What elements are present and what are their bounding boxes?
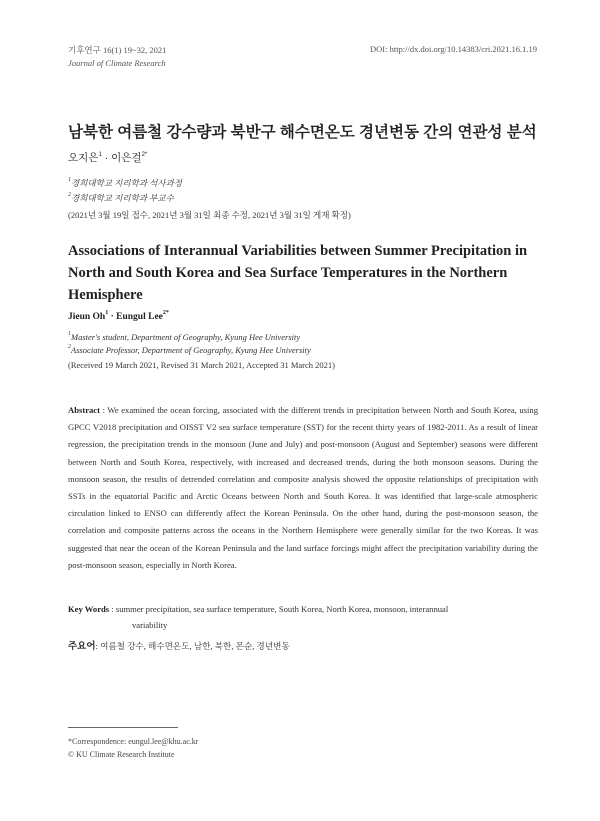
- abstract-colon: :: [99, 405, 108, 415]
- korean-dates: (2021년 3월 19일 접수, 2021년 3월 31일 최종 수정, 2021년 3월 31일 게재 확정): [68, 210, 351, 220]
- korean-authors: [68, 150, 147, 165]
- english-title: Associations of Interannual Variabilities between Summer Precipitation in North and South Korea and Sea Surface Temperatures in the Northern Hemisphere: [68, 243, 528, 303]
- copyright-note: © KU Climate Research Institute: [68, 750, 175, 759]
- korean-keywords-colon: :: [95, 641, 101, 651]
- korean-title: 남북한 여름철 강수량과 북반구 해수면온도 경년변동 간의 연관성 분석: [68, 124, 537, 141]
- keywords-line-2: variability: [132, 620, 168, 630]
- abstract: [68, 402, 538, 574]
- english-authors: [68, 309, 169, 322]
- korean-keywords-label: 주요어: [68, 641, 96, 652]
- doi-link[interactable]: DOI: http://dx.doi.org/10.14383/cri.2021.16.1.19: [369, 44, 537, 54]
- correspondence-note: *Correspondence: eungul.lee@khu.ac.kr: [68, 737, 199, 746]
- english-author-2: Eungul Lee: [116, 312, 163, 322]
- abstract-text: We examined the ocean forcing, associated with the different trends in precipitation between North and South Korea, using GPCC V2018 precipitation and OISST V2 sea surface temperature (SST) for the recent thirty years of 1982-2011. As a result of linear regression, the precipitation trends in the monsoon (June and July) and post-monsoon (August and September) seasons were different between North and South Korea, respectively, with increased and decreased trends, during the both monsoon seasons. During the monsoon season, the results of detrended correlation and composite analysis showed the opposite relationships of precipitation with SSTs in the equatorial Pacific and Arctic Oceans between North and South Korea. It was identified that large-scale atmospheric circulation linked to ENSO can differently affect the Korean Peninsula. On the other hand, during the post-monsoon season, the correlation and composite patterns across the oceans in the Northern Hemisphere were generally similar for the two Koreas. It was suggested that near the ocean of the Korean Peninsula and the land surface forcings might affect the precipitation variability during the post-monsoon season, especially in North Korea.: [68, 405, 538, 570]
- keywords-line-1: [68, 601, 538, 617]
- korean-affiliation-2: [68, 191, 182, 206]
- english-aff-1-text: Master's student, Department of Geography, Kyung Hee University: [71, 332, 301, 342]
- korean-author-1: 오지은: [68, 152, 99, 164]
- english-aff-2-sup: 2: [68, 344, 71, 351]
- keywords-text-1: summer precipitation, sea surface temperature, South Korea, North Korea, monsoon, interannual: [115, 604, 449, 614]
- english-author-1: Jieun Oh: [68, 312, 106, 322]
- english-author-2-sup: 2*: [162, 309, 169, 316]
- english-affiliation-2: [68, 344, 311, 357]
- korean-aff-2-sup: 2: [68, 192, 71, 199]
- english-affiliations: [68, 331, 311, 357]
- author-separator: ·: [108, 312, 117, 322]
- korean-affiliation-1: [68, 176, 182, 191]
- journal-header: [68, 44, 166, 70]
- korean-author-2-sup: 2*: [141, 151, 148, 158]
- keywords-colon: :: [109, 604, 116, 614]
- footnote-divider: [68, 727, 178, 728]
- english-dates: (Received 19 March 2021, Revised 31 March 2021, Accepted 31 March 2021): [68, 360, 335, 370]
- journal-citation: 기후연구 16(1) 19~32, 2021: [68, 45, 167, 55]
- korean-keywords-text: 여름철 강수, 해수면온도, 남한, 북한, 몬순, 경년변동: [100, 641, 290, 651]
- english-aff-1-sup: 1: [68, 331, 71, 338]
- korean-author-1-sup: 1: [98, 151, 102, 158]
- korean-author-2: 이은걸: [111, 152, 142, 164]
- korean-aff-2-text: 경희대학교 지리학과 부교수: [71, 193, 174, 203]
- korean-affiliations: [68, 176, 182, 206]
- abstract-label: Abstract: [68, 405, 100, 415]
- korean-aff-1-text: 경희대학교 지리학과 석사과정: [71, 178, 182, 188]
- english-aff-2-text: Associate Professor, Department of Geography, Kyung Hee University: [71, 345, 311, 355]
- english-affiliation-1: [68, 331, 311, 344]
- english-author-1-sup: 1: [105, 309, 109, 316]
- korean-keywords: [68, 638, 290, 652]
- keywords-label: Key Words: [68, 604, 110, 614]
- keywords: [68, 601, 538, 633]
- footnotes: [68, 735, 198, 761]
- korean-aff-1-sup: 1: [68, 177, 71, 184]
- author-separator: ·: [101, 152, 112, 164]
- journal-name: Journal of Climate Research: [68, 58, 166, 68]
